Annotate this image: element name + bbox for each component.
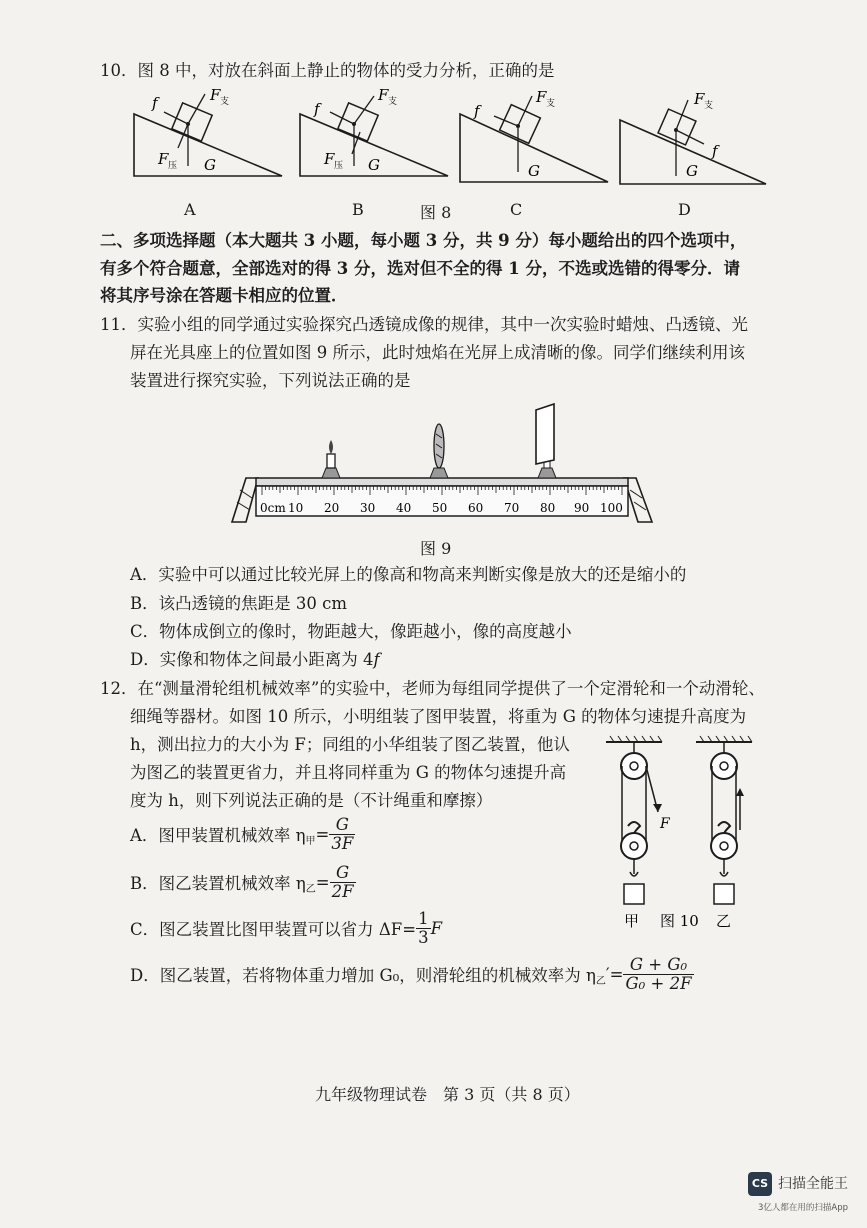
fig10-caption: 图 10 (660, 912, 699, 930)
fig8-option-d: D (678, 200, 691, 219)
ruler-label-50: 50 (432, 501, 448, 515)
fig9-caption: 图 9 (420, 539, 452, 558)
q12-a-num: G (329, 816, 355, 835)
fig10-yi: 乙 (716, 912, 732, 930)
fig10-F: F (660, 816, 670, 832)
q12-option-a-sub: 甲 (305, 835, 316, 847)
q12-option-a-text: A．图甲装置机械效率 η (130, 826, 306, 845)
pulley-system-yi (696, 736, 752, 904)
fig8-c-zhi: 支 (546, 99, 556, 109)
fig8-c-G: G (528, 162, 540, 180)
fig8-a-G: G (204, 156, 216, 174)
q12-a-den: 3F (331, 833, 354, 853)
q12-b-num: G (330, 864, 356, 883)
fig8-option-a: A (184, 200, 196, 219)
fig8-c-F: F (536, 88, 547, 106)
q12-option-d-sub: 乙 (595, 975, 606, 987)
figure-9-optical-bench (226, 402, 658, 528)
q11-line1: 11．实验小组的同学通过实验探究凸透镜成像的规律，其中一次实验时蜡烛、凸透镜、光 (100, 315, 748, 334)
ruler-label-100: 100 (600, 501, 623, 515)
q12-option-b-text: B．图乙装置机械效率 η (130, 874, 306, 893)
q12-option-b-fraction (330, 864, 356, 901)
fig8-b-ya: 压 (334, 161, 344, 171)
convex-lens (430, 424, 448, 478)
fig8-b-F: F (378, 86, 389, 104)
q12-line3: h，测出拉力的大小为 F；同组的小华组装了图乙装置，他认 (130, 735, 570, 754)
fig8-a-f: f (152, 94, 158, 112)
ruler-label-70: 70 (504, 501, 520, 515)
q11-option-d (130, 647, 380, 673)
q12-d-den: G₀ + 2F (625, 973, 692, 993)
figure-10-pulleys (598, 734, 768, 934)
fig8-c-f: f (474, 102, 480, 120)
figure-8 (128, 86, 778, 190)
q12-option-c-fraction (416, 910, 431, 947)
section2-line2: 有多个符合题意，全部选对的得 3 分，选对但不全的得 1 分，不选或选错的得零分．请 (100, 259, 740, 278)
q12-option-b: B．图乙装置机械效率 η 乙 = $\frac{G}{2F}$ (130, 862, 354, 901)
q12-b-den: 2F (331, 881, 354, 901)
section2-line3: 将其序号涂在答题卡相应的位置． (100, 286, 348, 305)
ruler-label-60: 60 (468, 501, 484, 515)
q12-c-num: 1 (418, 908, 429, 928)
fig8-caption: 图 8 (420, 203, 452, 222)
q12-option-c-F: F (430, 918, 443, 938)
fig8-d-zhi: 支 (704, 101, 714, 111)
q10-stem: 10．图 8 中，对放在斜面上静止的物体的受力分析，正确的是 (100, 61, 555, 80)
fig8-d-f: f (712, 142, 718, 160)
q11-option-d-f: f (373, 650, 380, 669)
q12-option-a-fraction (329, 816, 355, 853)
fig8-option-b: B (352, 200, 364, 219)
q11-option-d-text: D．实像和物体之间最小距离为 4 (130, 650, 374, 669)
page-footer: 九年级物理试卷 第 3 页（共 8 页） (315, 1085, 580, 1104)
camscanner-tagline: 3亿人都在用的扫描App (758, 1203, 849, 1213)
camscanner-name: 扫描全能王 (778, 1176, 848, 1192)
fig8-d (620, 90, 766, 184)
fig8-c (460, 88, 608, 182)
q12-option-c-text: C．图乙装置比图甲装置可以省力 ΔF= (130, 920, 417, 939)
q11-option-b: B．该凸透镜的焦距是 30 cm (130, 594, 347, 613)
q12-c-den: 3 (418, 927, 429, 947)
q12-option-a: A．图甲装置机械效率 η 甲 = $\frac{G}{3F}$ (130, 814, 354, 853)
q12-option-d-prime: ′= (605, 964, 624, 984)
fig8-b-zhi: 支 (388, 97, 398, 107)
ruler-label-10: 10 (288, 501, 304, 515)
fig8-d-G: G (686, 162, 698, 180)
scanner-watermark (748, 1170, 858, 1220)
q12-line4: 为图乙的装置更省力，并且将同样重为 G 的物体匀速提升高 (130, 763, 567, 782)
fig8-b (300, 86, 448, 176)
fig8-a-ya: 压 (168, 161, 178, 171)
section2-line1: 二、多项选择题（本大题共 3 小题，每小题 3 分，共 9 分）每小题给出的四个选项中， (100, 231, 747, 250)
camscanner-logo-icon: CS (748, 1172, 772, 1196)
fig8-a (134, 86, 282, 176)
ruler-label-80: 80 (540, 501, 556, 515)
q11-line3: 装置进行探究实验，下列说法正确的是 (130, 371, 411, 390)
fig8-option-c: C (510, 200, 523, 219)
fig8-a-F: F (210, 86, 221, 104)
q12-option-c (130, 906, 442, 950)
q12-option-d-text: D．图乙装置，若将物体重力增加 G₀，则滑轮组的机械效率为 η (130, 966, 596, 985)
q12-d-num: G + G₀ (623, 956, 693, 975)
q12-line5: 度为 h，则下列说法正确的是（不计绳重和摩擦） (130, 791, 493, 810)
ruler-label-90: 90 (574, 501, 590, 515)
q12-option-d-fraction (623, 956, 693, 993)
q12-option-b-sub: 乙 (305, 883, 316, 895)
q12-option-d (130, 952, 694, 996)
fig8-b-G: G (368, 156, 380, 174)
ruler-label-30: 30 (360, 501, 376, 515)
q12-line2: 细绳等器材。如图 10 所示，小明组装了图甲装置，将重为 G 的物体匀速提升高度为 (130, 707, 747, 726)
candle (322, 440, 340, 478)
q11-option-a: A．实验中可以通过比较光屏上的像高和物高来判断实像是放大的还是缩小的 (130, 565, 687, 584)
q12-line1: 12．在“测量滑轮组机械效率”的实验中，老师为每组同学提供了一个定滑轮和一个动滑轮、 (100, 679, 765, 698)
pulley-system-jia (606, 736, 671, 904)
ruler-label-20: 20 (324, 501, 340, 515)
fig8-b-f: f (314, 100, 320, 118)
ruler-label-0: 0cm (260, 501, 286, 515)
q11-line2: 屏在光具座上的位置如图 9 所示，此时烛焰在光屏上成清晰的像。同学们继续利用该 (130, 343, 745, 362)
fig8-d-F: F (694, 90, 705, 108)
fig8-a-Fy: F (158, 150, 169, 168)
ruler-label-40: 40 (396, 501, 412, 515)
fig8-b-Fy: F (324, 150, 335, 168)
light-screen (536, 404, 556, 478)
q11-option-c: C．物体成倒立的像时，物距越大，像距越小，像的高度越小 (130, 622, 572, 641)
fig10-jia: 甲 (624, 912, 640, 930)
fig8-a-zhi: 支 (220, 97, 230, 107)
